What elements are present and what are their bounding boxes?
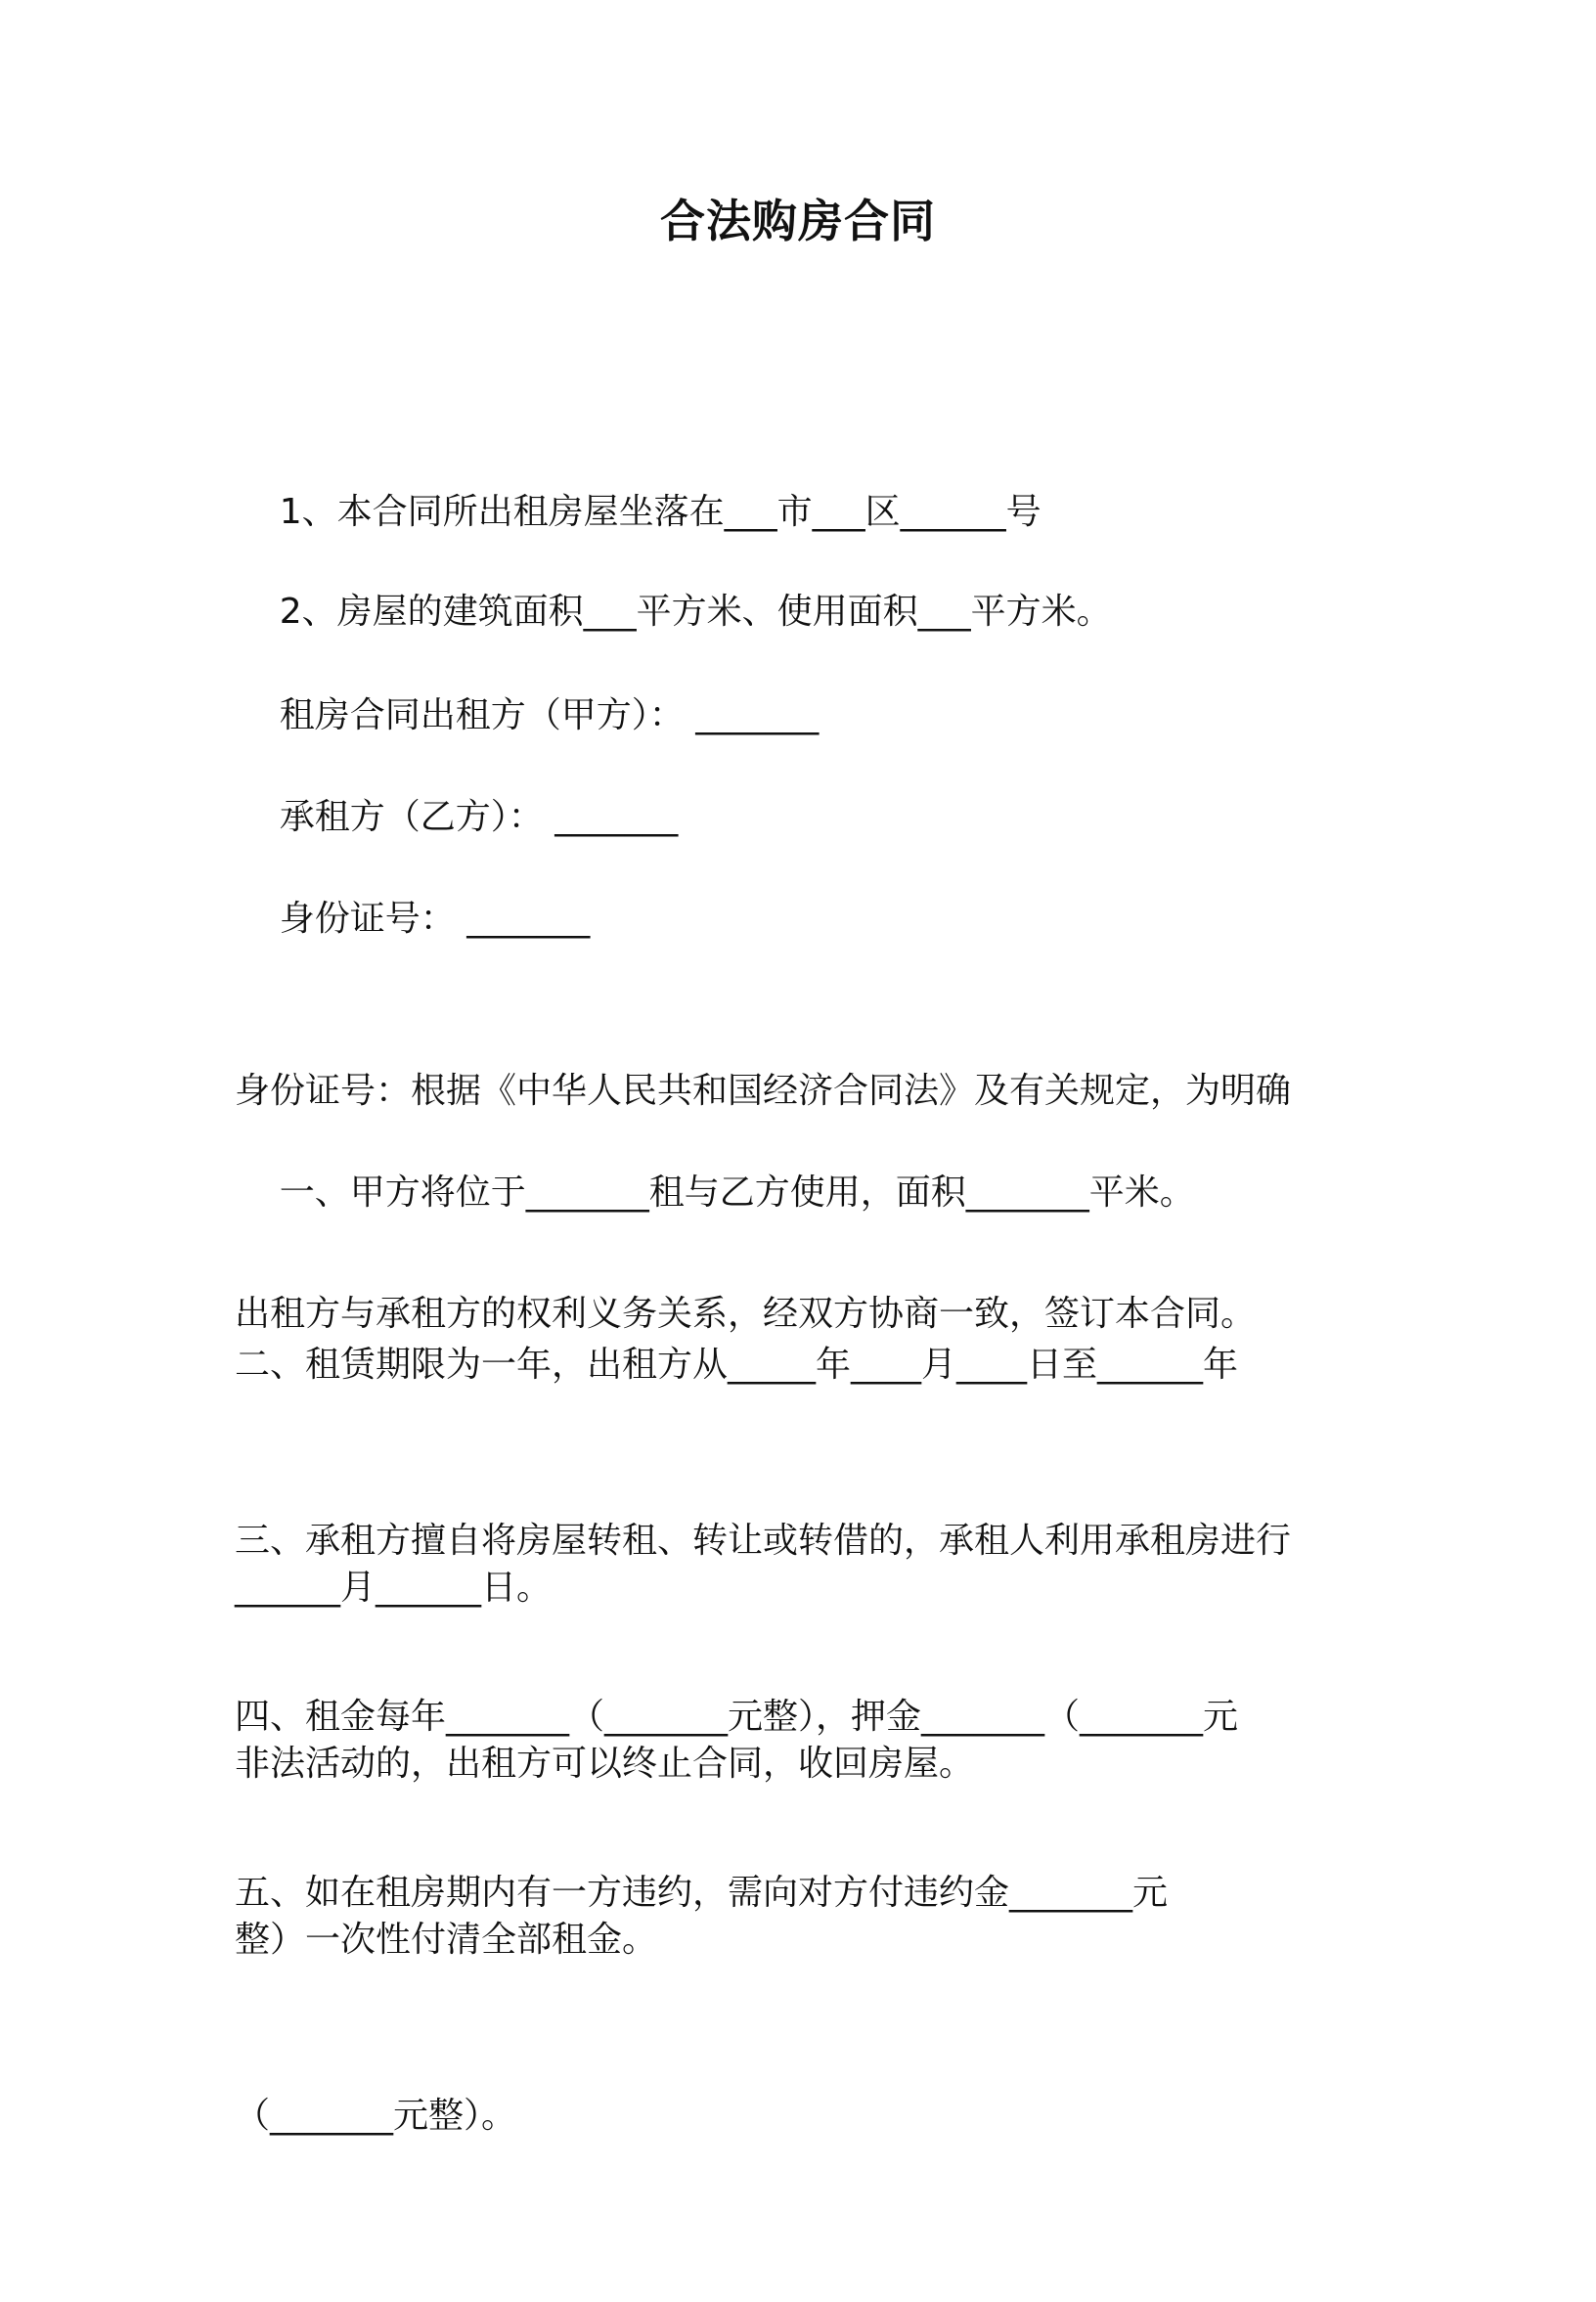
clause-line: 四、租金每年_______（_______元整），押金_______（_______元 <box>235 1697 1239 1737</box>
clause-line: 出租方与承租方的权利义务关系，经双方协商一致，签订本合同。 <box>235 1294 1257 1334</box>
clause-five-breach <box>235 1707 1369 2302</box>
clause-line: 三、承租方擅自将房屋转租、转让或转借的，承租人利用承租房进行 <box>235 1521 1292 1561</box>
clause-line: （_______元整）。 <box>235 2096 517 2136</box>
clause-line: 身份证号：根据《中华人民共和国经济合同法》及有关规定，为明确 <box>235 1071 1292 1111</box>
clause-line: 承租方（乙方）： _______ <box>279 797 679 837</box>
clause-line: ______月______日。 <box>235 1568 553 1608</box>
clause-line: 1、本合同所出租房屋坐落在___市___区______号 <box>279 492 1042 532</box>
clause-line: 非法活动的，出租方可以终止合同，收回房屋。 <box>235 1744 975 1784</box>
clause-line: 五、如在租房期内有一方违约，需向对方付违约金_______元 <box>235 1873 1169 1913</box>
clause-line: 2、房屋的建筑面积___平方米、使用面积___平方米。 <box>279 592 1112 632</box>
document-title: 合法购房合同 <box>660 195 936 247</box>
clause-line: 租房合同出租方（甲方）： _______ <box>279 695 820 735</box>
clause-line: 整）一次性付清全部租金。 <box>235 1920 658 1960</box>
clause-line: 二、租赁期限为一年，出租方从_____年____月____日至______年 <box>235 1345 1239 1385</box>
clause-line: 一、甲方将位于_______租与乙方使用，面积_______平米。 <box>279 1173 1195 1213</box>
clause-line: 身份证号： _______ <box>279 899 591 939</box>
